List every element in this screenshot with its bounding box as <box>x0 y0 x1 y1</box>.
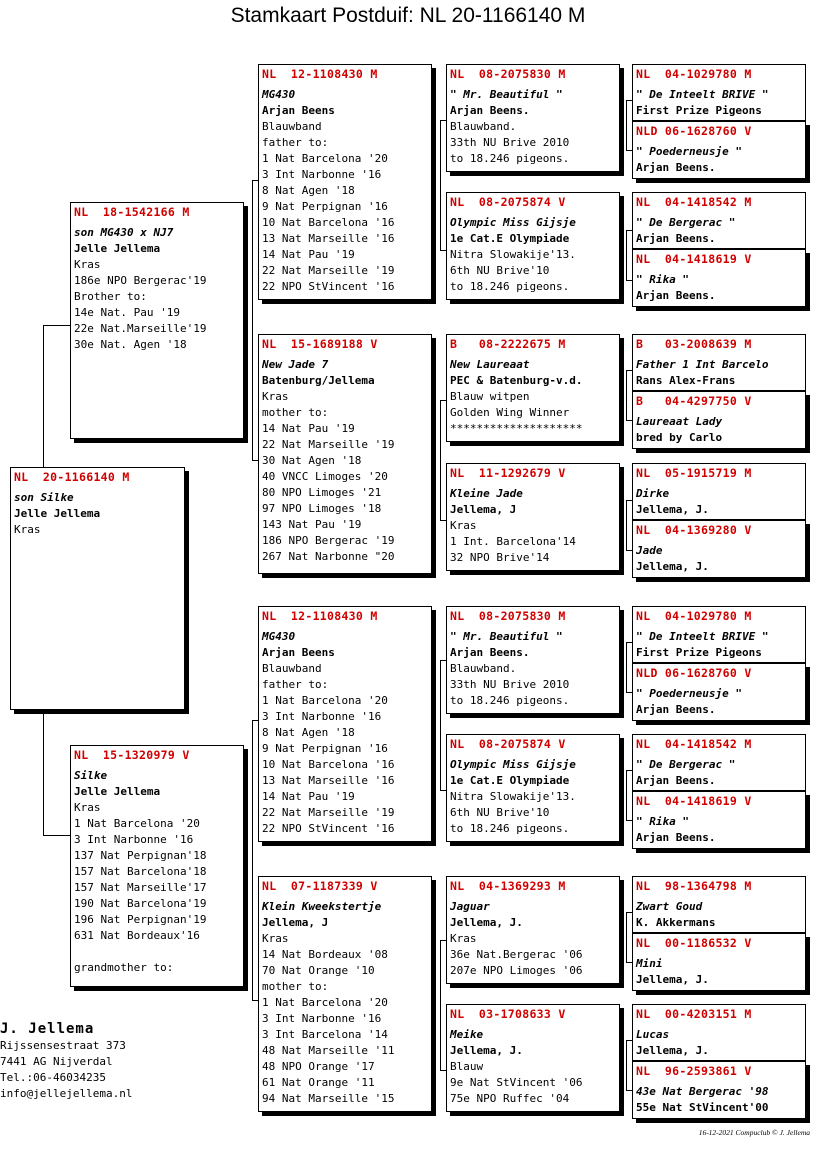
connector-line <box>626 912 627 962</box>
footer-credit: 16-12-2021 Compuclub © J. Jellema <box>698 1128 810 1137</box>
connector-line <box>626 692 632 693</box>
pedigree-line: 157 Nat Barcelona'18 <box>74 865 207 878</box>
connector-line <box>440 940 441 1070</box>
ring-number: NL 08-2075874 V <box>450 195 566 209</box>
ring-number: NL 04-1418542 M <box>636 195 752 209</box>
pedigree-line: Blauwband <box>262 662 322 675</box>
pigeon-name: son MG430 x NJ7 <box>74 226 174 239</box>
pigeon-owner: Arjan Beens. <box>636 289 716 302</box>
pigeon-card-g3[interactable] <box>446 463 620 571</box>
connector-line <box>43 325 44 467</box>
pigeon-name: Dirke <box>636 487 670 500</box>
pedigree-line: 1 Int. Barcelona'14 <box>450 535 576 548</box>
pedigree-line: Kras <box>262 932 289 945</box>
pedigree-line: Kras <box>450 519 477 532</box>
pedigree-line: Blauw <box>450 1060 484 1073</box>
pigeon-owner: Arjan Beens <box>262 104 335 117</box>
pedigree-line: 186 NPO Bergerac '19 <box>262 534 395 547</box>
pedigree-line: 70 Nat Orange '10 <box>262 964 375 977</box>
pigeon-name: Meike <box>450 1028 484 1041</box>
pedigree-line: 48 Nat Marseille '11 <box>262 1044 395 1057</box>
pedigree-line: 10 Nat Barcelona '16 <box>262 216 395 229</box>
connector-line <box>626 642 627 692</box>
pedigree-line: ******************** <box>450 422 583 435</box>
pedigree-line: 22 NPO StVincent '16 <box>262 280 395 293</box>
pigeon-name: " Mr. Beautiful " <box>450 630 563 643</box>
pigeon-owner: PEC & Batenburg-v.d. <box>450 374 583 387</box>
pigeon-name: " De Bergerac " <box>636 216 736 229</box>
pigeon-owner: Arjan Beens. <box>636 703 716 716</box>
pedigree-line: 22 Nat Marseille '19 <box>262 264 395 277</box>
pigeon-name: " Poederneusje " <box>636 687 742 700</box>
pedigree-line: 40 VNCC Limoges '20 <box>262 470 388 483</box>
connector-line <box>440 940 446 941</box>
pigeon-card-g4[interactable] <box>632 391 806 449</box>
pigeon-name: Silke <box>74 769 108 782</box>
pigeon-owner: Batenburg/Jellema <box>262 374 375 387</box>
pigeon-card-g3[interactable] <box>446 334 620 442</box>
ring-number: NL 96-2593861 V <box>636 1064 752 1078</box>
pigeon-name: Olympic Miss Gijsje <box>450 758 576 771</box>
pedigree-line: to 18.246 pigeons. <box>450 694 570 707</box>
ring-number: NL 05-1915719 M <box>636 466 752 480</box>
pedigree-line: 3 Int Barcelona '14 <box>262 1028 388 1041</box>
connector-line <box>626 100 632 101</box>
pedigree-line: 75e NPO Ruffec '04 <box>450 1092 570 1105</box>
connector-line <box>440 400 441 520</box>
pedigree-line: 22e Nat.Marseille'19 <box>74 322 207 335</box>
pigeon-owner: Jelle Jellema <box>74 785 161 798</box>
ring-number: NL 04-1369280 V <box>636 523 752 537</box>
connector-line <box>440 660 446 661</box>
pedigree-line: 33th NU Brive 2010 <box>450 136 570 149</box>
pedigree-line: 9e Nat StVincent '06 <box>450 1076 583 1089</box>
connector-line <box>440 120 446 121</box>
connector-line <box>440 660 441 790</box>
pedigree-line: 22 Nat Marseille '19 <box>262 806 395 819</box>
ring-number: NL 04-1029780 M <box>636 67 752 81</box>
pigeon-owner: First Prize Pigeons <box>636 646 762 659</box>
pigeon-card-g4[interactable] <box>632 876 806 933</box>
pigeon-owner: Arjan Beens. <box>636 161 716 174</box>
pigeon-name: New Laureaat <box>450 358 530 371</box>
pigeon-owner: Jellema, J. <box>636 973 709 986</box>
pedigree-line: Nitra Slowakije'13. <box>450 790 576 803</box>
connector-line <box>626 280 632 281</box>
pigeon-card-g3[interactable] <box>446 1004 620 1112</box>
pedigree-line: 3 Int Narbonne '16 <box>262 1012 382 1025</box>
pedigree-line: to 18.246 pigeons. <box>450 280 570 293</box>
connector-line <box>626 500 627 550</box>
pedigree-line: 30 Nat Agen '18 <box>262 454 362 467</box>
connector-line <box>626 642 632 643</box>
ring-number: NL 04-1029780 M <box>636 609 752 623</box>
pigeon-owner: Arjan Beens <box>262 646 335 659</box>
pigeon-card-g4[interactable] <box>632 463 806 520</box>
pedigree-line: father to: <box>262 136 329 149</box>
pedigree-line: father to: <box>262 678 329 691</box>
pedigree-line: 48 NPO Orange '17 <box>262 1060 375 1073</box>
connector-line <box>440 400 446 401</box>
pedigree-line: 80 NPO Limoges '21 <box>262 486 382 499</box>
ring-number: NLD 06-1628760 V <box>636 124 752 138</box>
pedigree-line: 267 Nat Narbonne "20 <box>262 550 395 563</box>
pedigree-line: 190 Nat Barcelona'19 <box>74 897 207 910</box>
pedigree-line: 3 Int Narbonne '16 <box>262 168 382 181</box>
pedigree-line: 8 Nat Agen '18 <box>262 184 355 197</box>
ring-number: NLD 06-1628760 V <box>636 666 752 680</box>
pedigree-line: 143 Nat Pau '19 <box>262 518 362 531</box>
pigeon-card-g3[interactable] <box>446 192 620 300</box>
pigeon-name: Mini <box>636 957 663 970</box>
pigeon-owner: 1e Cat.E Olympiade <box>450 232 570 245</box>
pigeon-name: Laureaat Lady <box>636 415 723 428</box>
pedigree-line: 1 Nat Barcelona '20 <box>262 152 388 165</box>
pigeon-name: " Poederneusje " <box>636 145 742 158</box>
pigeon-name: MG430 <box>262 630 296 643</box>
pedigree-line: 1 Nat Barcelona '20 <box>262 694 388 707</box>
ring-number: NL 12-1108430 M <box>262 609 378 623</box>
pedigree-line: 14e Nat. Pau '19 <box>74 306 180 319</box>
connector-line <box>626 1040 632 1041</box>
pigeon-owner: Jelle Jellema <box>14 507 101 520</box>
connector-line <box>43 325 70 326</box>
pigeon-card-g4[interactable] <box>632 1061 806 1119</box>
pigeon-owner: Jellema, J <box>450 503 517 516</box>
pigeon-owner: bred by Carlo <box>636 431 723 444</box>
pedigree-line: 14 Nat Pau '19 <box>262 422 355 435</box>
connector-line <box>626 230 632 231</box>
pigeon-owner: 55e Nat StVincent'00 <box>636 1101 769 1114</box>
pedigree-line: 3 Int Narbonne '16 <box>262 710 382 723</box>
pigeon-name: 43e Nat Bergerac '98 <box>636 1085 769 1098</box>
ring-number: NL 08-2075874 V <box>450 737 566 751</box>
connector-line <box>252 720 253 1000</box>
pigeon-card-g3[interactable] <box>446 64 620 172</box>
pigeon-name: " De Inteelt BRIVE " <box>636 88 769 101</box>
pedigree-line: Blauw witpen <box>450 390 530 403</box>
connector-line <box>440 250 446 251</box>
pigeon-owner: Jellema, J. <box>450 1044 523 1057</box>
pigeon-card-mother[interactable] <box>70 745 244 987</box>
ring-number: NL 04-1369293 M <box>450 879 566 893</box>
connector-line <box>626 370 632 371</box>
pigeon-card-g4[interactable] <box>632 734 806 791</box>
pedigree-line: mother to: <box>262 406 329 419</box>
pigeon-owner: Arjan Beens. <box>450 104 530 117</box>
pigeon-card-g3[interactable] <box>446 734 620 842</box>
pigeon-owner: Arjan Beens. <box>636 232 716 245</box>
connector-line <box>43 714 44 835</box>
owner-email[interactable]: info@jellejellema.nl <box>0 1087 133 1100</box>
pedigree-line: Kras <box>450 932 477 945</box>
pigeon-card-g4[interactable] <box>632 121 806 179</box>
owner-address: Rijssensestraat 373 <box>0 1039 126 1052</box>
pedigree-line: 137 Nat Perpignan'18 <box>74 849 207 862</box>
connector-line <box>252 720 258 721</box>
pedigree-line: 1 Nat Barcelona '20 <box>262 996 388 1009</box>
connector-line <box>252 1000 258 1001</box>
ring-number: NL 98-1364798 M <box>636 879 752 893</box>
pigeon-owner: K. Akkermans <box>636 916 716 929</box>
pedigree-line: 22 NPO StVincent '16 <box>262 822 395 835</box>
ring-number: NL 04-1418619 V <box>636 252 752 266</box>
pigeon-card-father-mother[interactable] <box>258 334 432 574</box>
pigeon-owner: Jelle Jellema <box>74 242 161 255</box>
pedigree-line: Blauwband. <box>450 120 517 133</box>
pedigree-line: 22 Nat Marseille '19 <box>262 438 395 451</box>
pedigree-line: 8 Nat Agen '18 <box>262 726 355 739</box>
pedigree-line: 631 Nat Bordeaux'16 <box>74 929 200 942</box>
pedigree-line: 33th NU Brive 2010 <box>450 678 570 691</box>
pedigree-line: 94 Nat Marseille '15 <box>262 1092 395 1105</box>
connector-line <box>440 1070 446 1071</box>
ring-number: NL 00-4203151 M <box>636 1007 752 1021</box>
pedigree-line: 6th NU Brive'10 <box>450 806 550 819</box>
pedigree-line: Nitra Slowakije'13. <box>450 248 576 261</box>
owner-phone: Tel.:06-46034235 <box>0 1071 106 1084</box>
pedigree-line: 6th NU Brive'10 <box>450 264 550 277</box>
pigeon-name: " De Bergerac " <box>636 758 736 771</box>
pedigree-line: 14 Nat Pau '19 <box>262 790 355 803</box>
pigeon-owner: Jellema, J. <box>636 1044 709 1057</box>
pigeon-owner: Arjan Beens. <box>636 831 716 844</box>
pigeon-name: Jade <box>636 544 663 557</box>
ring-number: NL 20-1166140 M <box>14 470 130 484</box>
pedigree-line: 9 Nat Perpignan '16 <box>262 742 388 755</box>
ring-number: NL 15-1689188 V <box>262 337 378 351</box>
connector-line <box>626 550 632 551</box>
pigeon-name: son Silke <box>14 491 74 504</box>
pigeon-name: Kleine Jade <box>450 487 523 500</box>
pigeon-name: Jaguar <box>450 900 490 913</box>
pigeon-owner: Arjan Beens. <box>450 646 530 659</box>
connector-line <box>440 120 441 250</box>
connector-line <box>626 820 632 821</box>
ring-number: B 08-2222675 M <box>450 337 566 351</box>
ring-number: NL 15-1320979 V <box>74 748 190 762</box>
pigeon-card-g4[interactable] <box>632 791 806 849</box>
pedigree-line: 14 Nat Pau '19 <box>262 248 355 261</box>
pigeon-owner: Arjan Beens. <box>636 774 716 787</box>
pigeon-card-g4[interactable] <box>632 64 806 121</box>
pigeon-card-g4[interactable] <box>632 1004 806 1061</box>
pedigree-line: Brother to: <box>74 290 147 303</box>
pedigree-line: 3 Int Narbonne '16 <box>74 833 194 846</box>
page-title: Stamkaart Postduif: NL 20-1166140 M <box>230 4 586 27</box>
pedigree-line: 61 Nat Orange '11 <box>262 1076 375 1089</box>
connector-line <box>626 500 632 501</box>
pedigree-line: 10 Nat Barcelona '16 <box>262 758 395 771</box>
owner-block <box>0 1020 132 1102</box>
connector-line <box>626 420 632 421</box>
connector-line <box>626 912 632 913</box>
connector-line <box>626 370 627 420</box>
owner-postal: 7441 AG Nijverdal <box>0 1055 113 1068</box>
pedigree-line: 207e NPO Limoges '06 <box>450 964 583 977</box>
pedigree-line: Kras <box>262 390 289 403</box>
pedigree-line: 14 Nat Bordeaux '08 <box>262 948 388 961</box>
pigeon-owner: Jellema, J <box>262 916 329 929</box>
pigeon-owner: Jellema, J. <box>450 916 523 929</box>
pedigree-line: Kras <box>74 258 101 271</box>
ring-number: NL 11-1292679 V <box>450 466 566 480</box>
pedigree-line: mother to: <box>262 980 329 993</box>
connector-line <box>43 835 70 836</box>
connector-line <box>626 230 627 280</box>
pedigree-line: Kras <box>14 523 41 536</box>
pigeon-card-g4[interactable] <box>632 933 806 991</box>
pigeon-name: " Rika " <box>636 273 689 286</box>
pedigree-line: 13 Nat Marseille '16 <box>262 774 395 787</box>
ring-number: NL 04-1418619 V <box>636 794 752 808</box>
pigeon-name: Olympic Miss Gijsje <box>450 216 576 229</box>
pigeon-name: New Jade 7 <box>262 358 329 371</box>
pigeon-name: MG430 <box>262 88 296 101</box>
pedigree-line: 186e NPO Bergerac'19 <box>74 274 207 287</box>
pigeon-card-father-father[interactable] <box>258 64 432 300</box>
connector-line <box>626 150 632 151</box>
connector-line <box>626 1040 627 1090</box>
connector-line <box>626 770 627 820</box>
pigeon-card-g3[interactable] <box>446 876 620 984</box>
ring-number: NL 07-1187339 V <box>262 879 378 893</box>
pigeon-card-g4[interactable] <box>632 334 806 391</box>
pigeon-card-g4[interactable] <box>632 606 806 663</box>
pedigree-line: Golden Wing Winner <box>450 406 570 419</box>
pigeon-owner: Jellema, J. <box>636 503 709 516</box>
pigeon-owner: Jellema, J. <box>636 560 709 573</box>
pigeon-card-g4[interactable] <box>632 192 806 249</box>
connector-line <box>252 180 253 460</box>
pigeon-name: " Mr. Beautiful " <box>450 88 563 101</box>
pedigree-line: Blauwband. <box>450 662 517 675</box>
ring-number: NL 04-1418542 M <box>636 737 752 751</box>
pedigree-line: 1 Nat Barcelona '20 <box>74 817 200 830</box>
pedigree-line: to 18.246 pigeons. <box>450 152 570 165</box>
pedigree-line: Blauwband <box>262 120 322 133</box>
pedigree-line: 97 NPO Limoges '18 <box>262 502 382 515</box>
pigeon-card-g4[interactable] <box>632 249 806 307</box>
pedigree-line: 157 Nat Marseille'17 <box>74 881 207 894</box>
pedigree-line: 32 NPO Brive'14 <box>450 551 550 564</box>
ring-number: NL 12-1108430 M <box>262 67 378 81</box>
ring-number: NL 00-1186532 V <box>636 936 752 950</box>
pigeon-name: Klein Kweekstertje <box>262 900 382 913</box>
ring-number: B 04-4297750 V <box>636 394 752 408</box>
pigeon-card-mother-mother[interactable] <box>258 876 432 1112</box>
pigeon-owner: First Prize Pigeons <box>636 104 762 117</box>
pedigree-line: grandmother to: <box>74 961 174 974</box>
connector-line <box>626 962 632 963</box>
connector-line <box>440 790 446 791</box>
pigeon-card-mother-father[interactable] <box>258 606 432 842</box>
connector-line <box>252 180 258 181</box>
ring-number: B 03-2008639 M <box>636 337 752 351</box>
pedigree-line: 13 Nat Marseille '16 <box>262 232 395 245</box>
pedigree-line: 36e Nat.Bergerac '06 <box>450 948 583 961</box>
connector-line <box>626 1090 632 1091</box>
pedigree-line: to 18.246 pigeons. <box>450 822 570 835</box>
pigeon-card-g4[interactable] <box>632 663 806 721</box>
pigeon-name: Zwart Goud <box>636 900 703 913</box>
ring-number: NL 18-1542166 M <box>74 205 190 219</box>
pedigree-line: 30e Nat. Agen '18 <box>74 338 187 351</box>
pedigree-line: 196 Nat Perpignan'19 <box>74 913 207 926</box>
pedigree-line <box>74 944 240 960</box>
owner-name: J. Jellema <box>0 1021 95 1037</box>
connector-line <box>252 460 258 461</box>
pigeon-name: Father 1 Int Barcelo <box>636 358 769 371</box>
pigeon-name: " De Inteelt BRIVE " <box>636 630 769 643</box>
pigeon-name: Lucas <box>636 1028 670 1041</box>
pigeon-card-subject[interactable] <box>10 467 185 710</box>
pedigree-line: 9 Nat Perpignan '16 <box>262 200 388 213</box>
pigeon-name: " Rika " <box>636 815 689 828</box>
connector-line <box>626 100 627 150</box>
pigeon-card-father[interactable] <box>70 202 244 439</box>
connector-line <box>440 520 446 521</box>
pigeon-card-g4[interactable] <box>632 520 806 578</box>
pigeon-owner: 1e Cat.E Olympiade <box>450 774 570 787</box>
pedigree-line: Kras <box>74 801 101 814</box>
ring-number: NL 08-2075830 M <box>450 609 566 623</box>
pigeon-owner: Rans Alex-Frans <box>636 374 736 387</box>
ring-number: NL 08-2075830 M <box>450 67 566 81</box>
ring-number: NL 03-1708633 V <box>450 1007 566 1021</box>
pigeon-card-g3[interactable] <box>446 606 620 714</box>
connector-line <box>626 770 632 771</box>
